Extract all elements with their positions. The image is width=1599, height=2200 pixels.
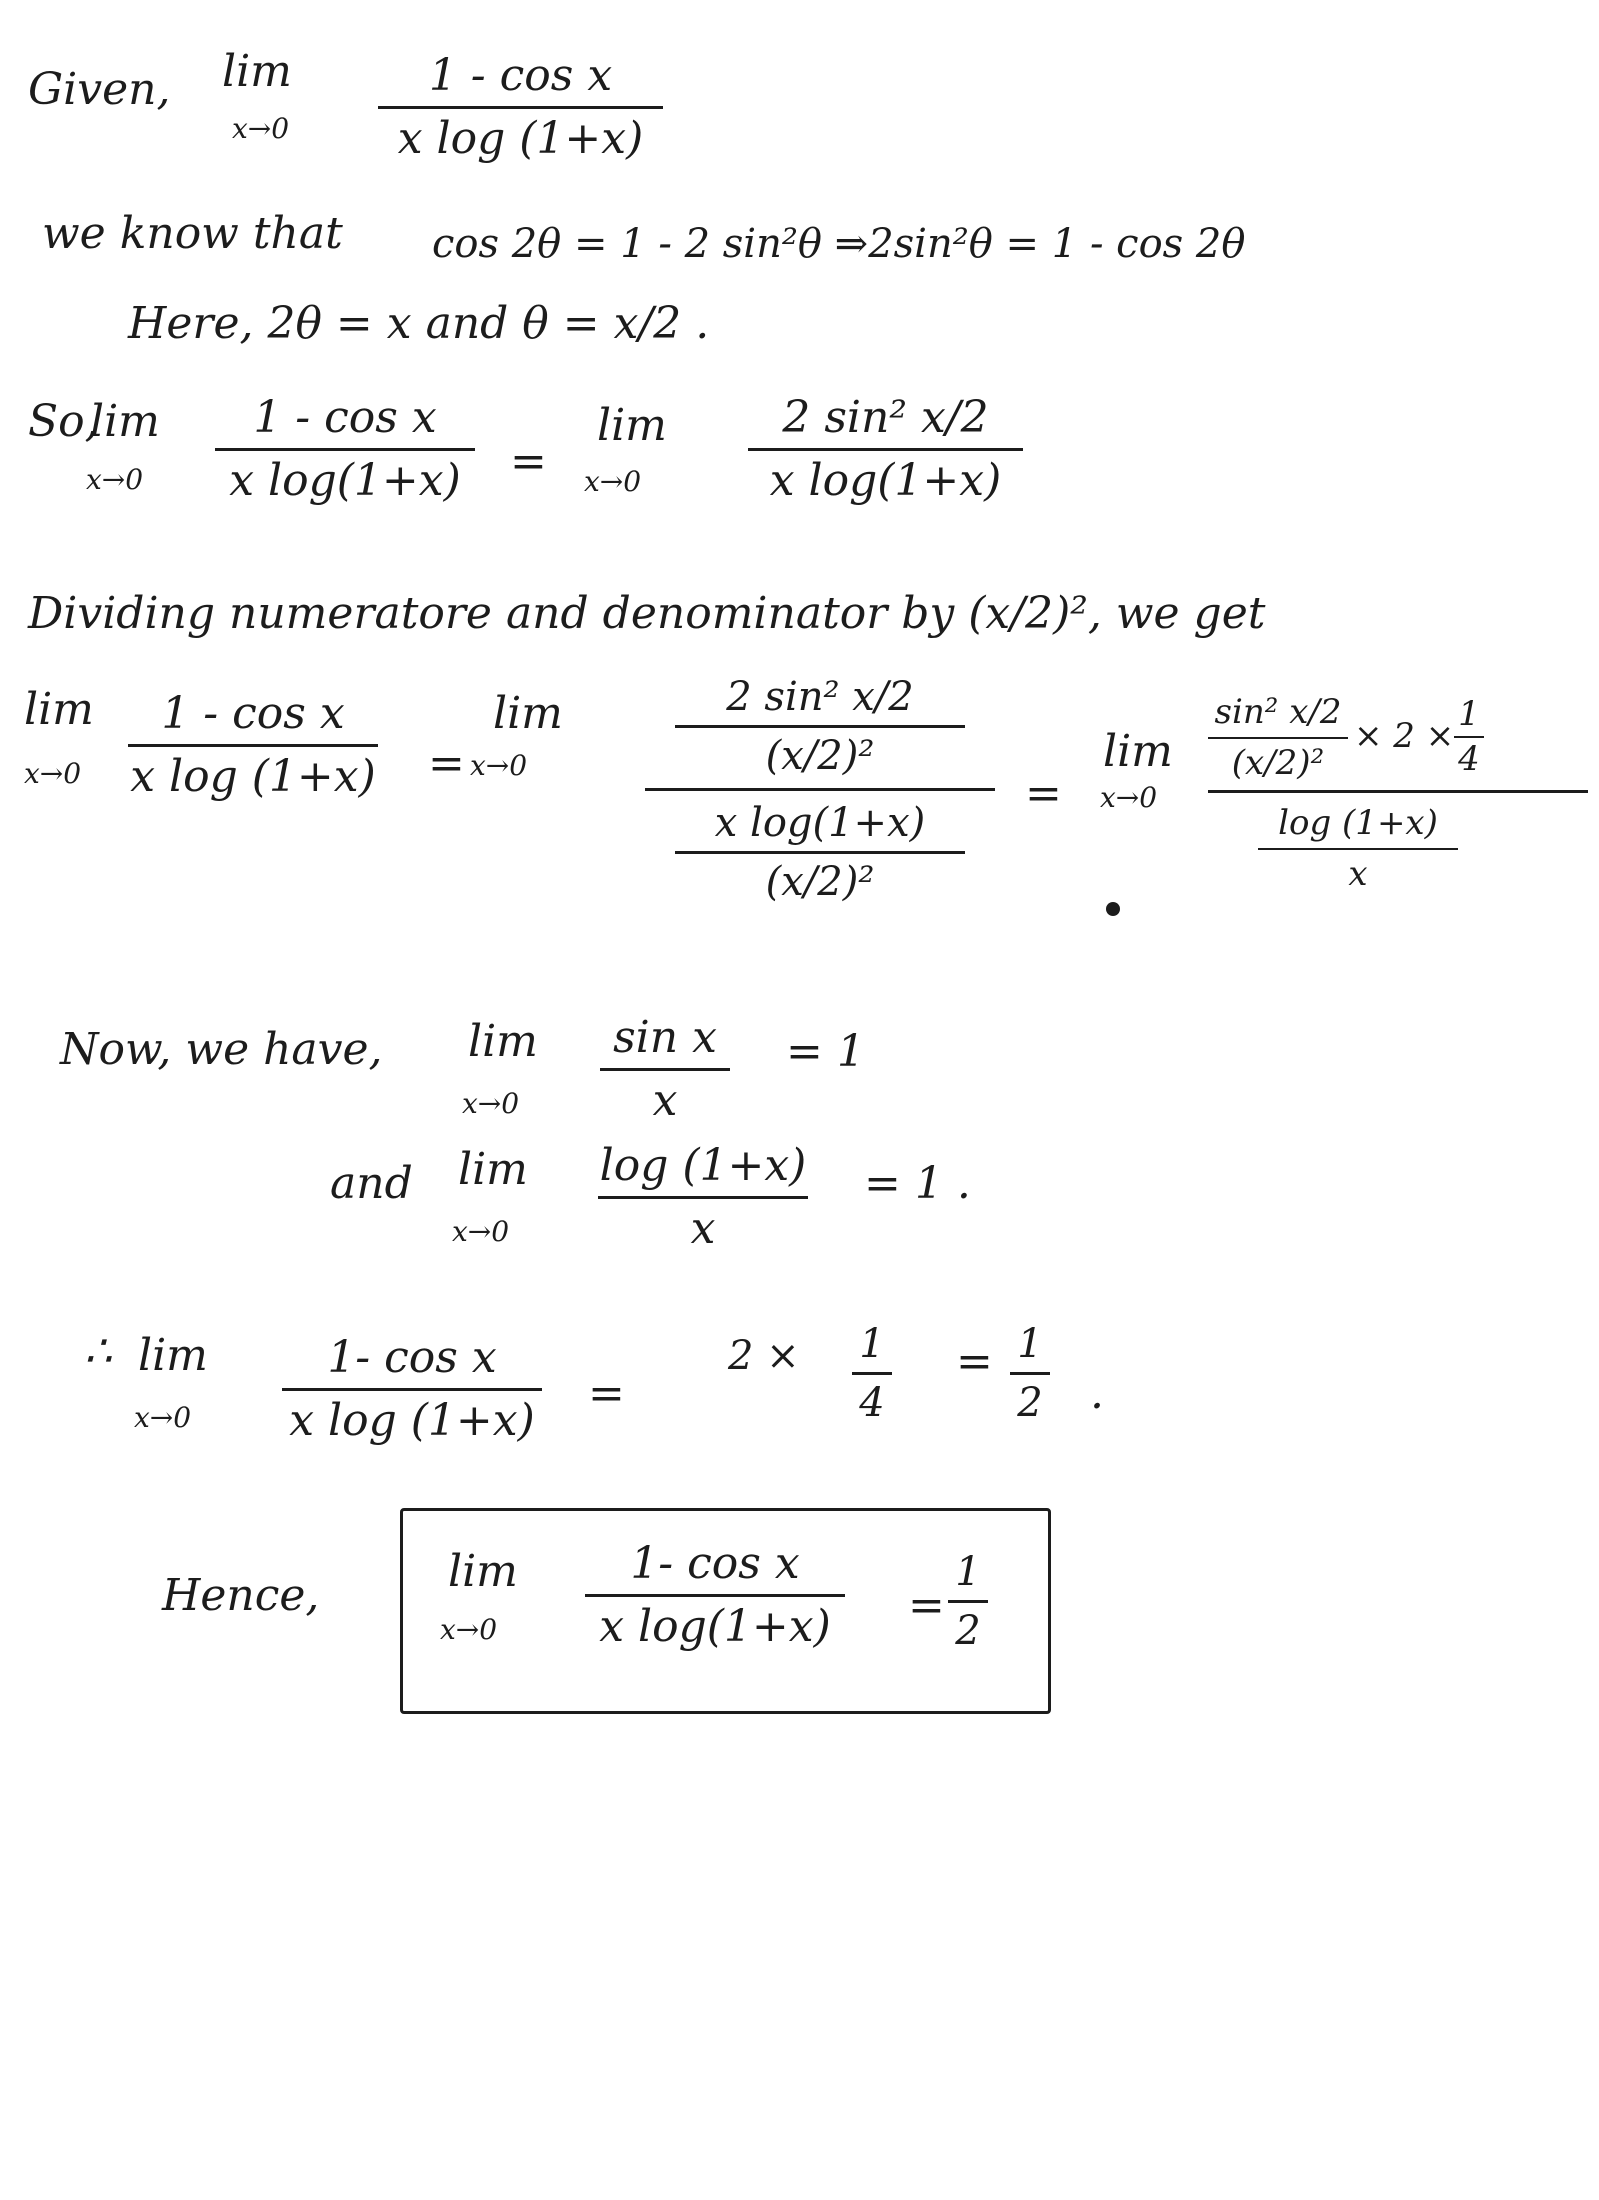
- lim-operator: lim: [493, 688, 563, 739]
- fraction-bar: [215, 448, 475, 451]
- sin-ratio-fraction: [1208, 694, 1348, 783]
- main-fraction-bar: [1208, 790, 1588, 793]
- log-limit-value: = 1 .: [864, 1158, 971, 1209]
- limit-subscript: x→0: [86, 463, 144, 496]
- fraction-denominator: 4: [1458, 739, 1480, 780]
- step1-rhs-fraction: [748, 394, 1023, 506]
- lim-operator: lim: [468, 1016, 538, 1067]
- fraction-denominator: x: [652, 1075, 678, 1127]
- limit-subscript: x→0: [134, 1401, 192, 1434]
- fraction-denominator: x log (1+x): [289, 1395, 535, 1447]
- lim-operator: lim: [597, 400, 667, 451]
- limit-subscript: x→0: [1100, 781, 1158, 814]
- fraction-denominator: x log(1+x): [229, 455, 461, 507]
- limit-subscript: x→0: [470, 749, 528, 782]
- step2-right-compound-fraction: [1208, 694, 1588, 894]
- fraction-numerator: sin² x/2: [1214, 692, 1342, 732]
- inner-numerator: x log(1+x): [714, 800, 926, 846]
- now-we-have-text: Now, we have,: [60, 1024, 383, 1075]
- lim-operator: lim: [1103, 726, 1173, 777]
- fraction-bar: [378, 106, 663, 109]
- fraction-denominator: x log (1+x): [397, 113, 644, 165]
- fraction-numerator: 1: [955, 1549, 981, 1595]
- equals-sign: =: [908, 1580, 945, 1631]
- limit-subscript: x→0: [440, 1613, 498, 1646]
- lim-operator: lim: [222, 46, 292, 97]
- fraction-bar: [1208, 737, 1348, 739]
- given-label: Given,: [28, 64, 171, 115]
- identity-lead: we know that: [42, 208, 343, 259]
- limit-subscript: x→0: [452, 1215, 510, 1248]
- and-text: and: [330, 1158, 413, 1209]
- quarter-fraction: [1454, 696, 1484, 779]
- identity-formula: cos 2θ = 1 - 2 sin²θ ⇒2sin²θ = 1 - cos 2θ: [432, 221, 1246, 267]
- equals-sign: =: [1025, 768, 1062, 819]
- ink-blot: [1106, 902, 1120, 916]
- fraction-bar: [948, 1600, 988, 1603]
- fraction-numerator: 1- cos x: [630, 1538, 800, 1589]
- fraction-denominator: x: [1348, 854, 1368, 895]
- final-half-fraction: [948, 1550, 988, 1653]
- step1-lhs-fraction: [215, 394, 475, 506]
- fraction-bar: [282, 1388, 542, 1391]
- given-fraction: [378, 52, 663, 164]
- fraction-numerator: 1- cos x: [327, 1332, 497, 1383]
- main-fraction-bar: [645, 788, 995, 791]
- hence-label: Hence,: [162, 1570, 320, 1621]
- limit-subscript: x→0: [232, 112, 290, 145]
- fraction-numerator: sin x: [613, 1012, 717, 1063]
- dividing-sentence: Dividing numeratore and denominator by (x/2)², we get: [28, 588, 1266, 639]
- equals-sign: =: [510, 436, 547, 487]
- period: .: [1090, 1368, 1104, 1419]
- equals-sign: =: [588, 1368, 625, 1419]
- fraction-bar: [585, 1594, 845, 1597]
- sin-limit-fraction: [600, 1014, 730, 1126]
- fraction-numerator: [675, 675, 965, 719]
- sin-limit-value: = 1: [786, 1026, 865, 1077]
- fraction-bar: [600, 1068, 730, 1071]
- lim-operator: lim: [90, 396, 160, 447]
- fraction-numerator: 1 - cos x: [161, 688, 345, 739]
- fraction-denominator: (x/2)²: [1231, 743, 1325, 784]
- limit-subscript: x→0: [462, 1087, 520, 1120]
- fraction-bar: [675, 725, 965, 728]
- equals-sign: =: [428, 738, 465, 789]
- fraction-denominator: x log(1+x): [769, 455, 1002, 507]
- inner-denominator: (x/2)²: [765, 859, 875, 905]
- fraction-bar: [852, 1372, 892, 1375]
- fraction-denominator: 4: [859, 1380, 885, 1426]
- right-numerator-group: [1208, 692, 1588, 784]
- fraction-numerator: 1: [1458, 694, 1480, 734]
- fraction-bar: [675, 851, 965, 854]
- fraction-numerator: 1: [1017, 1321, 1043, 1367]
- fraction-numerator: 1: [859, 1321, 885, 1367]
- multiply-two: 2 ×: [728, 1333, 800, 1379]
- lim-operator: lim: [448, 1546, 518, 1597]
- fraction-numerator: log (1+x): [1278, 803, 1438, 843]
- log-limit-fraction: [598, 1142, 808, 1254]
- fraction-denominator: x log(1+x): [599, 1601, 831, 1653]
- lim-operator: lim: [138, 1330, 208, 1381]
- step2-lhs-fraction: [128, 690, 378, 802]
- lim-operator: lim: [458, 1144, 528, 1195]
- lim-operator: lim: [24, 684, 94, 735]
- fraction-numerator: 1 - cos x: [253, 392, 437, 443]
- fraction-numerator: 1 - cos x: [428, 50, 613, 101]
- fraction-bar: [1258, 848, 1458, 850]
- identity-substitution: Here, 2θ = x and θ = x/2 .: [128, 298, 710, 349]
- fraction-denominator: x log (1+x): [130, 751, 376, 803]
- fraction-bar: [598, 1196, 808, 1199]
- inner-denominator: (x/2)²: [765, 733, 875, 779]
- fraction-denominator: x: [690, 1203, 716, 1255]
- fraction-bar: [1010, 1372, 1050, 1375]
- fraction-bar: [748, 448, 1023, 451]
- fraction-bar: [128, 744, 378, 747]
- quarter-fraction: [852, 1322, 892, 1425]
- fraction-denominator: 2: [955, 1608, 981, 1654]
- so-label: So,: [28, 396, 99, 447]
- equals-sign: =: [956, 1336, 993, 1387]
- fraction-bar: [1454, 736, 1484, 738]
- fraction-numerator: 2 sin² x/2: [782, 392, 989, 443]
- therefore-fraction: [282, 1334, 542, 1446]
- fraction-numerator: log (1+x): [599, 1140, 807, 1191]
- therefore-symbol: ∴: [84, 1326, 112, 1377]
- half-fraction: [1010, 1322, 1050, 1425]
- limit-subscript: x→0: [24, 757, 82, 790]
- fraction-denominator: 2: [1017, 1380, 1043, 1426]
- right-denominator-group: [1258, 805, 1458, 894]
- step2-middle-compound-fraction: [675, 675, 965, 904]
- limit-subscript: x→0: [584, 465, 642, 498]
- inner-numerator: 2 sin² x/2: [726, 674, 914, 720]
- factor-prefix: × 2 ×: [1354, 716, 1455, 756]
- final-fraction: [585, 1540, 845, 1652]
